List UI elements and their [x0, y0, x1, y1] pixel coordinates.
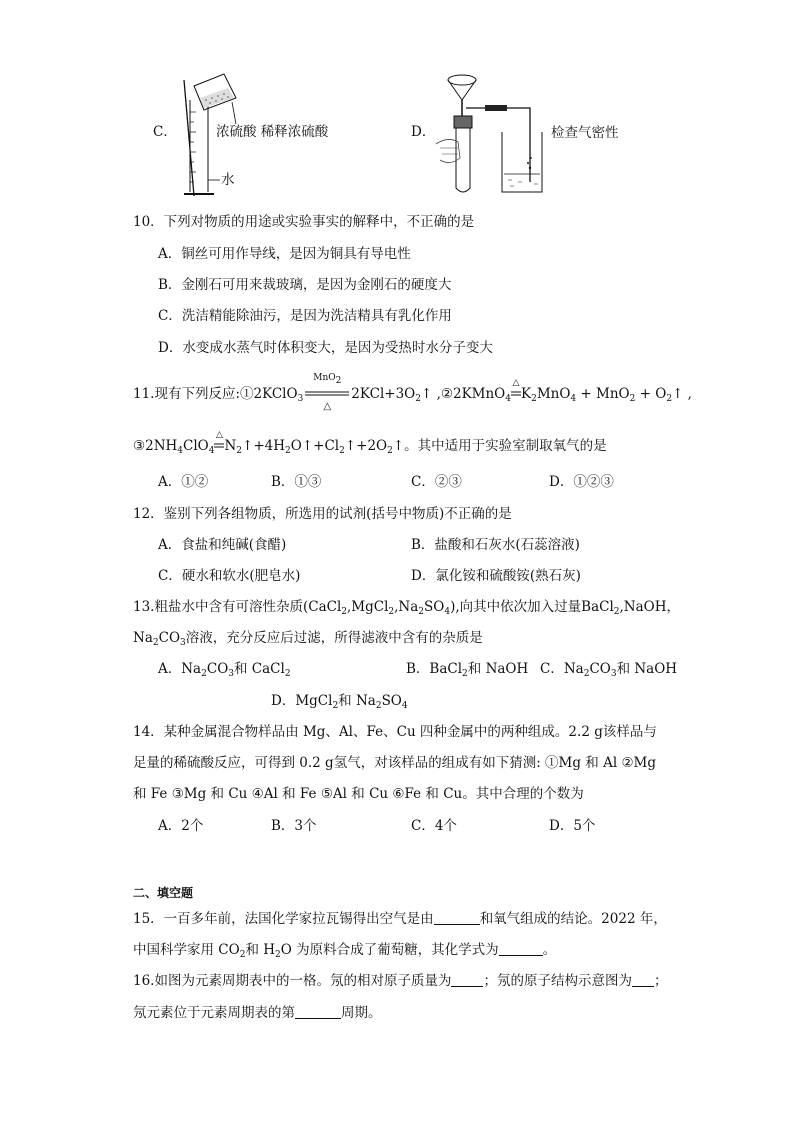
question-10-option-b[interactable]: B．金刚石可用来裁玻璃，是因为金刚石的硬度大 [158, 277, 452, 293]
reaction-2: 2KMnO$_4$ △ $K_2MnO_4 + MnO_2$ + $O_2↑$ , [452, 378, 692, 404]
question-11-option-a[interactable]: A．①② [158, 474, 209, 490]
airtightness-apparatus-illustration [430, 70, 545, 198]
reaction-1: 2KClO$_3$ MnO$_2$ △ $2KCl+3O_2↑$ , [253, 373, 441, 412]
option-c-caption: 浓硫酸 稀释浓硫酸 [216, 124, 329, 140]
reaction-2-equal-sign [511, 391, 521, 396]
question-13-option-d[interactable]: D．MgCl$_2$和 $Na_2SO_4$ [271, 693, 408, 711]
question-14-line-1: 14．某种金属混合物样品由 Mg、Al、Fe、Cu 四种金属中的两种组成。2.2 g该样品与 [133, 724, 657, 740]
question-10-option-a[interactable]: A．铜丝可用作导线，是因为铜具有导电性 [158, 246, 411, 262]
option-d-label: D． [411, 124, 436, 140]
question-11-line-1: 11.现有下列反应:①2KClO$_3$ MnO$_2$ △ $2KCl+3O_2↑$ ,②2KMnO$_4$ △ $K_2MnO_4 + MnO_2$ + $O_2↑$ , [133, 373, 692, 412]
question-14-line-3: 和 Fe ③Mg 和 Cu ④Al 和 Fe ⑤Al 和 Cu ⑥Fe 和 Cu。其中合理的个数为 [133, 786, 584, 802]
question-15-line-1: 15．一百多年前，法国化学家拉瓦锡得出空气是由 和氧气组成的结论。2022 年， [133, 911, 667, 927]
question-10-option-d[interactable]: D．水变成水蒸气时体积变大，是因为受热时水分子变大 [158, 340, 493, 356]
question-13-option-c[interactable]: C．$Na_2CO_3$和 NaOH [540, 661, 678, 679]
question-13-option-b[interactable]: B．BaCl$_2$和 NaOH [406, 661, 529, 679]
question-13-line-2: $Na_2CO_3$溶液，充分反应后过滤，所得滤液中含有的杂质是 [133, 630, 483, 648]
reaction-1-equal-sign [305, 391, 349, 396]
question-12-option-b[interactable]: B．盐酸和石灰水(石蕊溶液) [411, 537, 580, 553]
question-11-line-2: $③2NH_4ClO_4$ △ $N_2↑+4H_2O↑+Cl_2↑+2O_2↑$。其中适用于实验室制取氧气的是 [133, 430, 607, 456]
answer-blank[interactable] [499, 942, 543, 956]
question-14-line-2: 足量的稀硫酸反应，可得到 0.2 g氢气，对该样品的组成有如下猜测: ①Mg 和 Al ②Mg [133, 755, 657, 771]
question-12-option-a[interactable]: A．食盐和纯碱(食醋) [158, 537, 287, 553]
answer-blank[interactable] [451, 973, 483, 987]
answer-blank[interactable] [632, 973, 654, 987]
question-12-option-c[interactable]: C．硬水和软水(肥皂水) [158, 568, 301, 584]
question-10-option-c[interactable]: C．洗洁精能除油污，是因为洗洁精具有乳化作用 [158, 308, 452, 324]
question-11-option-c[interactable]: C．②③ [411, 474, 462, 490]
answer-blank[interactable] [434, 911, 480, 925]
reaction-3: $2NH_4ClO_4$ △ $N_2↑+4H_2O↑+Cl_2↑+2O_2$ [145, 430, 393, 456]
answer-blank[interactable] [295, 1005, 341, 1019]
question-10-stem: 10．下列对物质的用途或实验事实的解释中，不正确的是 [133, 214, 475, 230]
question-11-option-d[interactable]: D．①②③ [549, 474, 614, 490]
question-12-stem: 12．鉴别下列各组物质，所选用的试剂(括号中物质)不正确的是 [133, 506, 512, 522]
question-12-option-d[interactable]: D．氯化铵和硫酸铵(熟石灰) [411, 568, 581, 584]
option-d-caption: 检查气密性 [551, 125, 619, 141]
question-14-option-a[interactable]: A．2个 [158, 818, 204, 834]
question-16-line-1: 16.如图为元素周期表中的一格。氖的相对原子质量为 ；氖的原子结构示意图为 ； [133, 973, 668, 989]
question-14-option-b[interactable]: B．3个 [271, 818, 317, 834]
question-13-option-a[interactable]: A．$Na_2CO_3$和 CaCl$_2$ [158, 661, 291, 679]
reaction-3-equal-sign [214, 443, 224, 448]
question-11-option-b[interactable]: B．①③ [271, 474, 322, 490]
question-13-line-1: 13.粗盐水中含有可溶性杂质$(CaCl_2,MgCl_2,Na_2SO_4)$,向其中依次加入过量BaCl$_2$,NaOH， [133, 599, 681, 617]
question-14-option-c[interactable]: C．4个 [411, 818, 457, 834]
water-label: 水 [221, 172, 235, 188]
question-16-line-2: 氖元素位于元素周期表的第 周期。 [133, 1005, 382, 1021]
question-15-line-2: 中国科学家用 $CO_2$和 $H_2O$ 为原料合成了葡萄糖，其化学式为 。 [133, 942, 557, 960]
section-title: 二、填空题 [133, 886, 194, 900]
option-c-label: C． [153, 124, 177, 140]
question-14-option-d[interactable]: D．5个 [549, 818, 596, 834]
